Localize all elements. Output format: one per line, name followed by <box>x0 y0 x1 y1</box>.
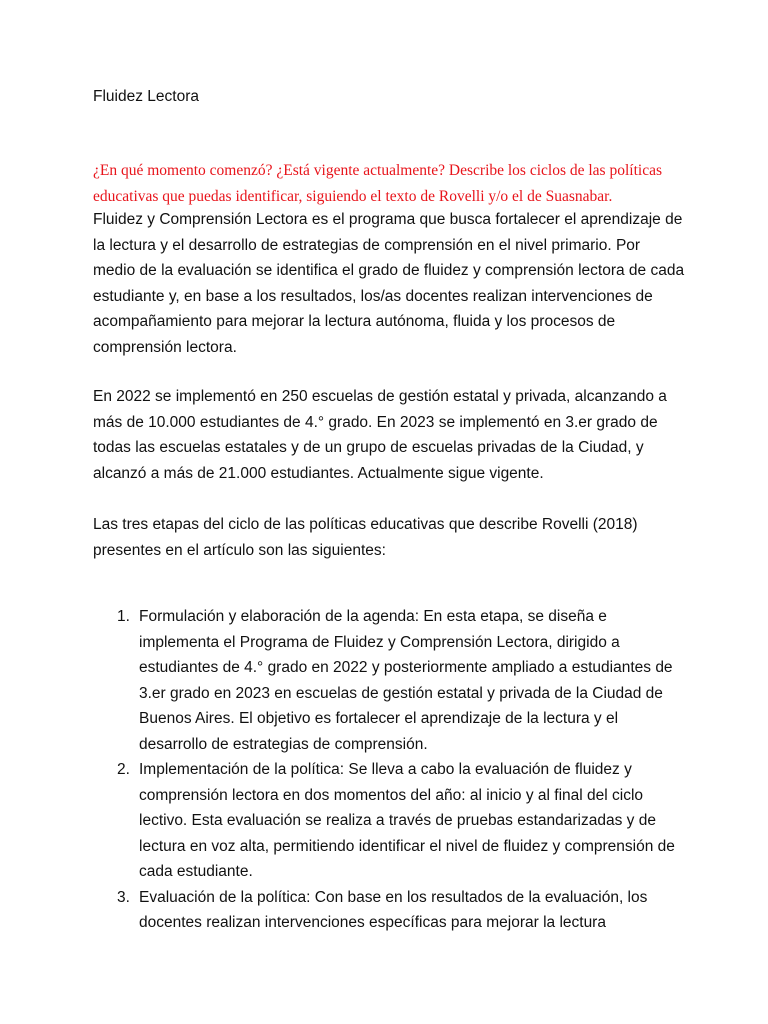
stage-text: Implementación de la política: Se lleva a cabo la evaluación de fluidez y comprensión lectora en dos momentos del año: al inicio y al final del ciclo lectivo. Esta evaluación se realiza a través de pruebas estandarizadas y de lectura en voz alta, permitiendo identificar el nivel de fluidez y comprensión de cada estudiante. <box>139 761 675 880</box>
stage-item-formulation <box>93 604 685 757</box>
paragraph-stages-intro: Las tres etapas del ciclo de las políticas educativas que describe Rovelli (2018) presentes en el artículo son las siguientes: <box>93 516 638 559</box>
question-prompt: ¿En qué momento comenzó? ¿Está vigente actualmente? Describe los ciclos de las políticas educativas que puedas identificar, siguiendo el texto de Rovelli y/o el de Suasnabar. <box>93 162 662 205</box>
paragraph-program-description: Fluidez y Comprensión Lectora es el programa que busca fortalecer el aprendizaje de la lectura y el desarrollo de estrategias de comprensión en el nivel primario. Por medio de la evaluación se identifica el grado de fluidez y comprensión lectora de cada estudiante y, en base a los resultados, los/as docentes realizan intervenciones de acompañamiento para mejorar la lectura autónoma, fluida y los procesos de comprensión lectora. <box>93 211 685 356</box>
stage-item-evaluation <box>93 885 685 936</box>
document-title: Fluidez Lectora <box>93 88 199 105</box>
stages-list <box>93 604 685 936</box>
stage-number: 1. <box>117 608 130 625</box>
paragraph-implementation-history: En 2022 se implementó en 250 escuelas de gestión estatal y privada, alcanzando a más de 10.000 estudiantes de 4.° grado. En 2023 se implementó en 3.er grado de todas las escuelas estatales y de un grupo de escuelas privadas de la Ciudad, y alcanzó a más de 21.000 estudiantes. Actualmente sigue vigente. <box>93 388 667 482</box>
stage-item-implementation <box>93 757 685 885</box>
stage-text: Evaluación de la política: Con base en los resultados de la evaluación, los docentes realizan intervenciones específicas para mejorar la lectura <box>139 888 648 931</box>
stage-text: Formulación y elaboración de la agenda: En esta etapa, se diseña e implementa el Programa de Fluidez y Comprensión Lectora, dirigido a estudiantes de 4.° grado en 2022 y posteriormente ampliado a estudiantes de 3.er grado en 2023 en escuelas de gestión estatal y privada de la Ciudad de Buenos Aires. El objetivo es fortalecer el aprendizaje de la lectura y el desarrollo de estrategias de comprensión. <box>139 608 673 753</box>
stage-number: 2. <box>117 761 130 778</box>
stage-number: 3. <box>117 888 130 906</box>
